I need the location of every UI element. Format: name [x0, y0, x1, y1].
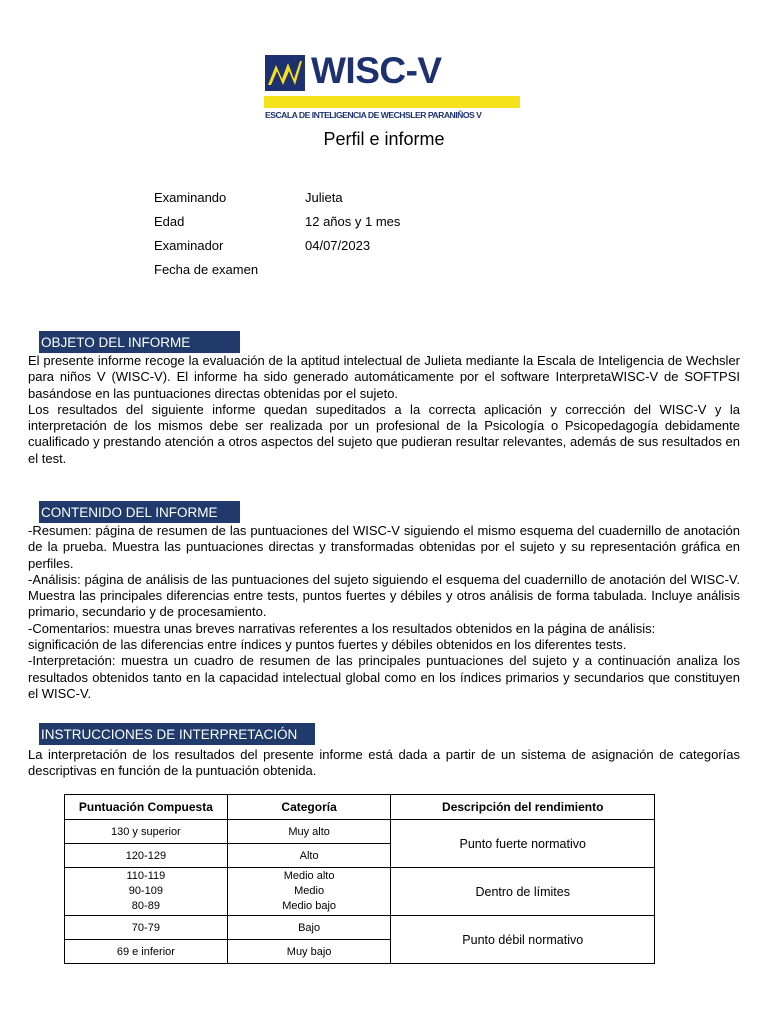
info-label: Fecha de examen — [154, 262, 259, 277]
info-label: Edad — [154, 214, 185, 229]
paragraph: El presente informe recoge la evaluación de la aptitud intelectual de Julieta mediante la Escala de Inteligencia de Wechsler para niños V (WISC-V). El informe ha sido generado automáticamente por el software InterpretaWISC-V de SOFTPSI basándose en las puntuaciones directas obtenidas por el sujeto. — [28, 353, 740, 401]
section-heading-instrucciones: INSTRUCCIONES DE INTERPRETACIÓN — [39, 723, 315, 745]
category-cell: Bajo — [227, 916, 391, 940]
description-cell: Dentro de límites — [391, 868, 655, 916]
logo-yellow-bar — [264, 96, 520, 108]
category-cell: Muy alto — [227, 820, 391, 844]
table-header: Categoría — [227, 795, 391, 820]
score-cell: 110-119 90-109 80-89 — [65, 868, 228, 916]
contenido-text — [28, 523, 740, 702]
category-cell: Muy bajo — [227, 940, 391, 964]
table-row — [65, 868, 655, 916]
paragraph: Los resultados del siguiente informe quedan supeditados a la correcta aplicación y corrección del WISC-V y la interpretación de los mismos debe ser realizada por un profesional de la Psicología o Psicopedagogía debidamente cualificado y prestando atención a otros aspectos del sujeto que pudieran resultar relevantes, además de sus resultados en el test. — [28, 401, 740, 466]
paragraph: -Interpretación: muestra un cuadro de resumen de las principales puntuaciones del sujeto y a continuación analiza los resultados obtenidos tanto en la capacidad intelectual global como en los índices primarios y secundarios que constituyen el WISC-V. — [28, 653, 740, 701]
score-cell: 120-129 — [65, 844, 228, 868]
objeto-text — [28, 353, 740, 467]
logo-name: WISC-V — [311, 50, 442, 91]
info-value: 12 años y 1 mes — [305, 214, 401, 229]
info-row — [154, 262, 574, 286]
table-header: Puntuación Compuesta — [65, 795, 228, 820]
section-heading-objeto: OBJETO DEL INFORME — [39, 331, 240, 353]
info-label: Examinador — [154, 238, 224, 253]
paragraph: significación de las diferencias entre índices y puntos fuertes y débiles obtenidos en los diferentes tests. — [28, 637, 627, 653]
description-cell: Punto fuerte normativo — [391, 820, 655, 868]
wisc-logo-mark-icon — [265, 55, 305, 91]
examinee-info — [154, 190, 574, 286]
paragraph: La interpretación de los resultados del presente informe está dada a partir de un sistema de asignación de categorías descriptivas en función de la puntuación obtenida. — [28, 747, 740, 779]
info-row — [154, 214, 574, 238]
paragraph: -Análisis: página de análisis de las puntuaciones del sujeto siguiendo el esquema del cuadernillo de anotación del WISC-V. Muestra las principales diferencias entre tests, puntos fuertes y débiles y otros análisis de forma tabulada. Incluye análisis primario, secundario y de procesamiento. — [28, 571, 740, 620]
page-title: Perfil e informe — [323, 129, 445, 149]
instrucciones-text — [28, 747, 740, 780]
paragraph: -Comentarios: muestra unas breves narrativas referentes a los resultados obtenidos en la página de análisis: — [28, 620, 656, 636]
category-table — [64, 794, 655, 964]
description-cell: Punto débil normativo — [391, 916, 655, 964]
info-value: 04/07/2023 — [305, 238, 371, 253]
category-cell: Alto — [227, 844, 391, 868]
score-cell: 130 y superior — [65, 820, 228, 844]
table-row — [65, 820, 655, 844]
table-row — [65, 916, 655, 940]
table-header: Descripción del rendimiento — [391, 795, 655, 820]
info-row — [154, 190, 574, 214]
section-heading-contenido: CONTENIDO DEL INFORME — [39, 501, 240, 523]
table-header-row — [65, 795, 655, 820]
logo-subtitle: ESCALA DE INTELIGENCIA DE WECHSLER PARANIÑOS V — [265, 110, 482, 120]
wisc-v-logo — [264, 52, 522, 122]
info-label: Examinando — [154, 190, 227, 205]
info-row — [154, 238, 574, 262]
paragraph: -Resumen: página de resumen de las puntuaciones del WISC-V siguiendo el mismo esquema del cuadernillo de anotación de la prueba. Muestra las puntuaciones directas y transformadas obtenidas por el sujeto y su representación gráfica en perfiles. — [28, 523, 740, 571]
score-cell: 69 e inferior — [65, 940, 228, 964]
info-value: Julieta — [305, 190, 343, 205]
category-cell: Medio alto Medio Medio bajo — [227, 868, 391, 916]
score-cell: 70-79 — [65, 916, 228, 940]
